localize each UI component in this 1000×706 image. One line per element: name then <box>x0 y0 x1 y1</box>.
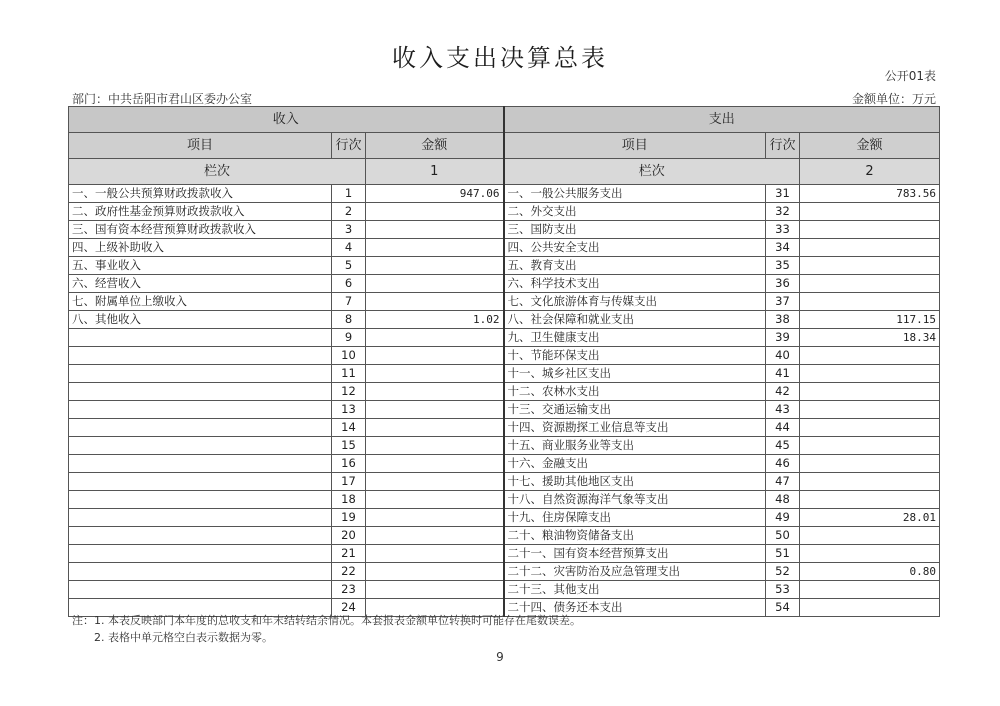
income-item-cell: 四、上级补助收入 <box>69 239 332 257</box>
expense-amount-cell: 0.80 <box>800 563 940 581</box>
income-row-no-cell: 3 <box>332 221 366 239</box>
expense-row-no-cell: 34 <box>766 239 800 257</box>
income-row-no-cell: 7 <box>332 293 366 311</box>
expense-amount-cell <box>800 455 940 473</box>
expense-row-no-cell: 51 <box>766 545 800 563</box>
table-row <box>69 365 940 383</box>
income-row-no-cell: 10 <box>332 347 366 365</box>
table-row <box>69 239 940 257</box>
expense-amount-cell <box>800 401 940 419</box>
expense-column-no: 2 <box>800 159 940 185</box>
expense-item-cell: 九、卫生健康支出 <box>504 329 766 347</box>
income-item-cell: 二、政府性基金预算财政拨款收入 <box>69 203 332 221</box>
table-row <box>69 293 940 311</box>
income-row-no-cell: 21 <box>332 545 366 563</box>
income-row-no-cell: 20 <box>332 527 366 545</box>
income-item-cell <box>69 545 332 563</box>
income-item-cell <box>69 581 332 599</box>
table-row <box>69 221 940 239</box>
expense-amount-cell <box>800 545 940 563</box>
expense-item-cell: 二十、粮油物资储备支出 <box>504 527 766 545</box>
table-row <box>69 545 940 563</box>
expense-row-no-cell: 41 <box>766 365 800 383</box>
expense-amount-cell: 783.56 <box>800 185 940 203</box>
expense-item-header: 项目 <box>504 133 766 159</box>
table-row <box>69 563 940 581</box>
expense-amount-cell <box>800 473 940 491</box>
expense-amount-cell <box>800 581 940 599</box>
expense-amount-cell <box>800 239 940 257</box>
income-item-cell: 七、附属单位上缴收入 <box>69 293 332 311</box>
table-row <box>69 419 940 437</box>
table-notes <box>72 612 581 646</box>
expense-item-cell: 十九、住房保障支出 <box>504 509 766 527</box>
income-item-cell <box>69 473 332 491</box>
expense-item-cell: 二十四、债务还本支出 <box>504 599 766 617</box>
expense-amount-cell <box>800 203 940 221</box>
income-amount-cell <box>366 221 504 239</box>
expense-row-no-cell: 46 <box>766 455 800 473</box>
expense-amount-cell <box>800 257 940 275</box>
income-item-cell: 一、一般公共预算财政拨款收入 <box>69 185 332 203</box>
note-2: 2. 表格中单元格空白表示数据为零。 <box>94 631 273 644</box>
income-amount-cell: 947.06 <box>366 185 504 203</box>
expense-row-no-cell: 37 <box>766 293 800 311</box>
expense-item-cell: 十四、资源勘探工业信息等支出 <box>504 419 766 437</box>
income-row-no-cell: 12 <box>332 383 366 401</box>
table-row <box>69 275 940 293</box>
table-row <box>69 491 940 509</box>
table-row <box>69 311 940 329</box>
income-row-no-cell: 18 <box>332 491 366 509</box>
income-amount-cell <box>366 563 504 581</box>
income-column-no-label: 栏次 <box>69 159 366 185</box>
expense-row-no-cell: 35 <box>766 257 800 275</box>
expense-item-cell: 十一、城乡社区支出 <box>504 365 766 383</box>
expense-row-no-cell: 48 <box>766 491 800 509</box>
table-row <box>69 401 940 419</box>
income-amount-cell <box>366 509 504 527</box>
income-row-no-cell: 13 <box>332 401 366 419</box>
income-item-cell <box>69 509 332 527</box>
income-row-no-header: 行次 <box>332 133 366 159</box>
expense-item-cell: 二、外交支出 <box>504 203 766 221</box>
expense-row-no-cell: 43 <box>766 401 800 419</box>
income-row-no-cell: 24 <box>332 599 366 617</box>
expense-item-cell: 七、文化旅游体育与传媒支出 <box>504 293 766 311</box>
table-row <box>69 455 940 473</box>
income-row-no-cell: 1 <box>332 185 366 203</box>
income-amount-cell <box>366 347 504 365</box>
income-amount-cell <box>366 365 504 383</box>
expense-row-no-cell: 31 <box>766 185 800 203</box>
expense-amount-cell <box>800 275 940 293</box>
table-row <box>69 203 940 221</box>
table-row <box>69 329 940 347</box>
income-item-cell <box>69 455 332 473</box>
expense-row-no-cell: 53 <box>766 581 800 599</box>
expense-item-cell: 十三、交通运输支出 <box>504 401 766 419</box>
income-row-no-cell: 15 <box>332 437 366 455</box>
expense-row-no-cell: 33 <box>766 221 800 239</box>
income-row-no-cell: 8 <box>332 311 366 329</box>
income-amount-cell <box>366 473 504 491</box>
income-amount-cell <box>366 491 504 509</box>
expense-row-no-cell: 44 <box>766 419 800 437</box>
expense-amount-cell <box>800 221 940 239</box>
income-section-header: 收入 <box>69 107 504 133</box>
income-item-cell <box>69 383 332 401</box>
expense-item-cell: 十五、商业服务业等支出 <box>504 437 766 455</box>
expense-item-cell: 三、国防支出 <box>504 221 766 239</box>
expense-item-cell: 一、一般公共服务支出 <box>504 185 766 203</box>
income-item-cell <box>69 365 332 383</box>
expense-item-cell: 五、教育支出 <box>504 257 766 275</box>
department-label: 部门：中共岳阳市君山区委办公室 <box>72 92 253 106</box>
income-amount-cell <box>366 455 504 473</box>
income-item-cell: 八、其他收入 <box>69 311 332 329</box>
table-row <box>69 527 940 545</box>
table-row <box>69 509 940 527</box>
income-item-cell: 三、国有资本经营预算财政拨款收入 <box>69 221 332 239</box>
table-row <box>69 581 940 599</box>
expense-row-no-cell: 47 <box>766 473 800 491</box>
income-row-no-cell: 2 <box>332 203 366 221</box>
income-expense-table <box>68 106 940 617</box>
expense-row-no-cell: 42 <box>766 383 800 401</box>
income-amount-cell <box>366 527 504 545</box>
expense-item-cell: 四、公共安全支出 <box>504 239 766 257</box>
income-item-cell: 六、经营收入 <box>69 275 332 293</box>
expense-row-no-cell: 38 <box>766 311 800 329</box>
page-title: 收入支出决算总表 <box>392 44 608 72</box>
table-row <box>69 383 940 401</box>
income-item-cell <box>69 437 332 455</box>
expense-amount-cell: 28.01 <box>800 509 940 527</box>
expense-item-cell: 二十一、国有资本经营预算支出 <box>504 545 766 563</box>
expense-item-cell: 十二、农林水支出 <box>504 383 766 401</box>
expense-amount-cell <box>800 527 940 545</box>
income-row-no-cell: 14 <box>332 419 366 437</box>
expense-amount-header: 金额 <box>800 133 940 159</box>
expense-row-no-cell: 54 <box>766 599 800 617</box>
income-row-no-cell: 19 <box>332 509 366 527</box>
income-row-no-cell: 11 <box>332 365 366 383</box>
expense-column-no-label: 栏次 <box>504 159 800 185</box>
income-amount-cell <box>366 275 504 293</box>
income-item-cell <box>69 527 332 545</box>
table-row <box>69 347 940 365</box>
income-row-no-cell: 23 <box>332 581 366 599</box>
amount-unit-label: 金额单位：万元 <box>851 92 936 106</box>
expense-item-cell: 十八、自然资源海洋气象等支出 <box>504 491 766 509</box>
expense-row-no-cell: 39 <box>766 329 800 347</box>
income-amount-cell <box>366 257 504 275</box>
table-row <box>69 257 940 275</box>
expense-item-cell: 十六、金融支出 <box>504 455 766 473</box>
expense-item-cell: 八、社会保障和就业支出 <box>504 311 766 329</box>
income-row-no-cell: 9 <box>332 329 366 347</box>
income-row-no-cell: 4 <box>332 239 366 257</box>
income-row-no-cell: 16 <box>332 455 366 473</box>
table-row <box>69 437 940 455</box>
income-row-no-cell: 22 <box>332 563 366 581</box>
expense-row-no-cell: 52 <box>766 563 800 581</box>
expense-amount-cell <box>800 599 940 617</box>
expense-amount-cell <box>800 383 940 401</box>
income-row-no-cell: 5 <box>332 257 366 275</box>
expense-amount-cell <box>800 491 940 509</box>
note-1: 注：1. 本表反映部门本年度的总收支和年末结转结余情况。本套报表金额单位转换时可能存在尾数误差。 <box>72 614 581 627</box>
income-item-cell <box>69 419 332 437</box>
income-row-no-cell: 17 <box>332 473 366 491</box>
expense-row-no-cell: 50 <box>766 527 800 545</box>
expense-row-no-cell: 36 <box>766 275 800 293</box>
income-item-cell <box>69 491 332 509</box>
expense-amount-cell <box>800 437 940 455</box>
income-amount-cell <box>366 329 504 347</box>
table-row <box>69 473 940 491</box>
income-amount-cell <box>366 401 504 419</box>
expense-row-no-header: 行次 <box>766 133 800 159</box>
income-column-no: 1 <box>366 159 504 185</box>
form-code: 公开01表 <box>884 69 936 83</box>
expense-amount-cell <box>800 293 940 311</box>
income-amount-cell <box>366 437 504 455</box>
expense-item-cell: 十七、援助其他地区支出 <box>504 473 766 491</box>
income-amount-cell <box>366 293 504 311</box>
expense-row-no-cell: 45 <box>766 437 800 455</box>
expense-amount-cell <box>800 347 940 365</box>
income-amount-cell <box>366 239 504 257</box>
expense-row-no-cell: 32 <box>766 203 800 221</box>
income-row-no-cell: 6 <box>332 275 366 293</box>
income-amount-cell <box>366 203 504 221</box>
page-number: 9 <box>496 650 504 664</box>
income-amount-header: 金额 <box>366 133 504 159</box>
income-item-cell: 五、事业收入 <box>69 257 332 275</box>
expense-item-cell: 二十三、其他支出 <box>504 581 766 599</box>
expense-item-cell: 二十二、灾害防治及应急管理支出 <box>504 563 766 581</box>
expense-amount-cell: 18.34 <box>800 329 940 347</box>
expense-item-cell: 六、科学技术支出 <box>504 275 766 293</box>
income-amount-cell <box>366 581 504 599</box>
table-row <box>69 185 940 203</box>
expense-row-no-cell: 49 <box>766 509 800 527</box>
expense-amount-cell <box>800 365 940 383</box>
income-item-header: 项目 <box>69 133 332 159</box>
income-amount-cell <box>366 383 504 401</box>
expense-amount-cell <box>800 419 940 437</box>
income-amount-cell <box>366 545 504 563</box>
income-amount-cell: 1.02 <box>366 311 504 329</box>
income-item-cell <box>69 401 332 419</box>
expense-amount-cell: 117.15 <box>800 311 940 329</box>
expense-item-cell: 十、节能环保支出 <box>504 347 766 365</box>
income-amount-cell <box>366 419 504 437</box>
expense-section-header: 支出 <box>504 107 940 133</box>
expense-row-no-cell: 40 <box>766 347 800 365</box>
income-item-cell <box>69 347 332 365</box>
income-item-cell <box>69 329 332 347</box>
income-item-cell <box>69 563 332 581</box>
